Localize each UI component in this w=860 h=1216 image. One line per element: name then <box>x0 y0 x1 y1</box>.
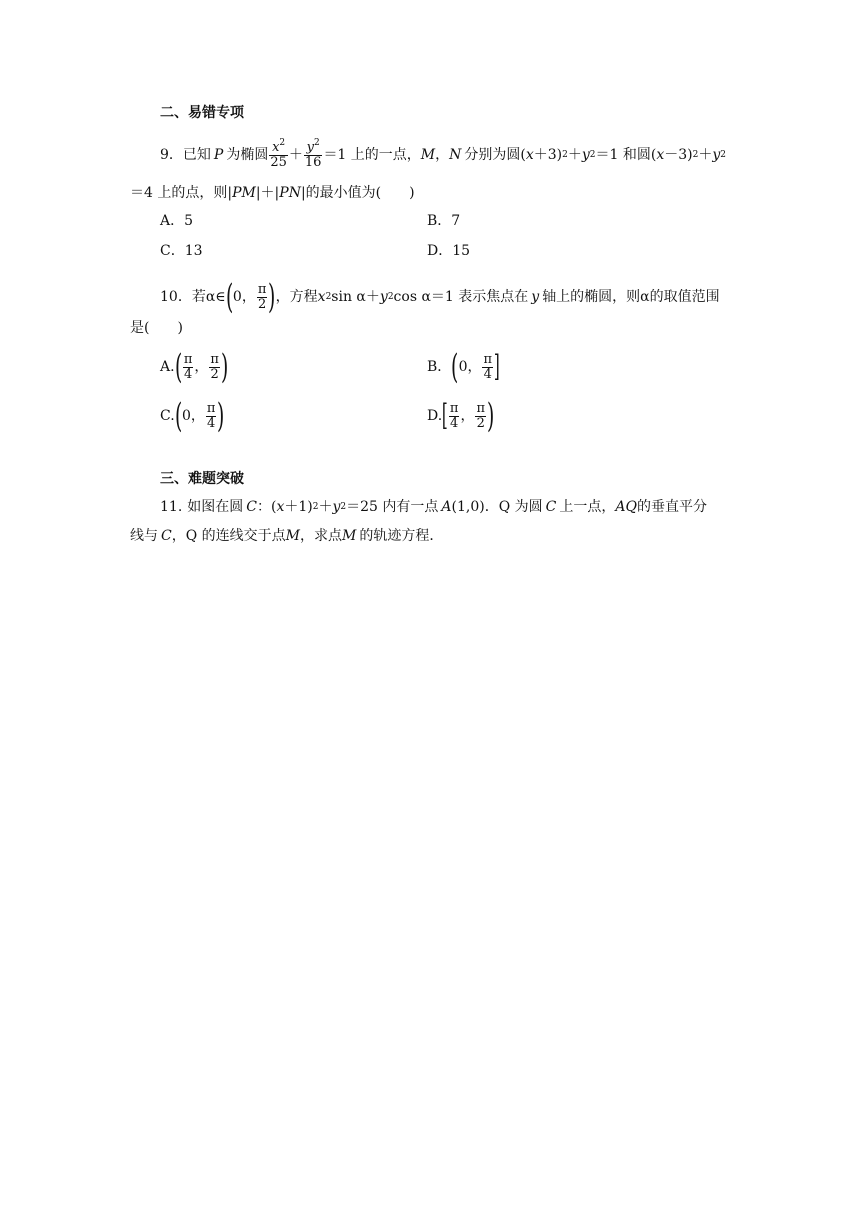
question-11-line-2: 线与 C ，Q 的连线交于点 M ，求点 M 的轨迹方程． <box>130 528 444 544</box>
var-n: N <box>449 147 462 163</box>
fraction-pi-over-2: $\frac{\pi}{2}$ <box>257 281 267 312</box>
question-9-line-1: 9． 已知 P 为椭圆 $\frac{x^2}{25}$ ＋ $\frac{y^2}{16}$ ＝1 上的一点， M ， N 分别为圆( x ＋3) 2 ＋ y 2 ＝1 和圆( x －3) 2 ＋ y 2 <box>160 137 727 170</box>
option-c[interactable]: C. ( 0 ， $\frac{\pi}{4}$ ) <box>160 396 225 436</box>
question-number: 11. <box>160 499 183 515</box>
question-number: 9． <box>160 147 183 163</box>
text: ＝1 上的一点， <box>323 147 421 163</box>
question-number: 10． <box>160 289 192 305</box>
option-d[interactable]: D. [ $\frac{\pi}{4}$ ， $\frac{\pi}{2}$ ) <box>427 396 495 436</box>
option-c[interactable]: C．13 <box>160 243 203 259</box>
text: 分别为圆( <box>464 147 526 163</box>
plus: ＋ <box>288 147 303 163</box>
text: ， <box>435 147 450 163</box>
option-b[interactable]: B．7 <box>427 213 461 229</box>
option-d[interactable]: D．15 <box>427 243 471 259</box>
var-p: P <box>213 147 224 163</box>
option-b[interactable]: B． ( 0 ， $\frac{\pi}{4}$ ] <box>427 347 500 387</box>
var-m: M <box>420 147 436 163</box>
text: 为椭圆 <box>226 147 269 163</box>
text: 已知 <box>182 147 211 163</box>
fraction-x2-over-25: $\frac{x^2}{25}$ <box>270 137 287 170</box>
option-a[interactable]: A．5 <box>160 213 194 229</box>
fraction-y2-over-16: $\frac{y^2}{16}$ <box>304 137 322 170</box>
question-9-line-2: ＝4 上的点，则| PM |＋| PN |的最小值为( ) <box>130 185 415 201</box>
section-heading-easy-mistakes: 二、易错专项 <box>160 105 244 121</box>
question-10-line-2: 是( ) <box>130 320 183 336</box>
question-11-line-1: 11. 如图在圆 C ：( x ＋1) 2 ＋ y 2 ＝25 内有一点 A (1,0)．Q 为圆 C 上一点， AQ 的垂直平分 <box>160 499 707 515</box>
question-10-line-1: 10． 若α∈ ( 0 ， $\frac{\pi}{2}$ ) ，方程 x 2 sin α＋ y 2 cos α＝1 表示焦点在 y 轴上的椭圆，则α的取值范围 <box>160 277 720 317</box>
section-heading-hard-problems: 三、难题突破 <box>160 471 244 487</box>
option-a[interactable]: A. ( $\frac{\pi}{4}$ ， $\frac{\pi}{2}$ ) <box>160 347 229 387</box>
